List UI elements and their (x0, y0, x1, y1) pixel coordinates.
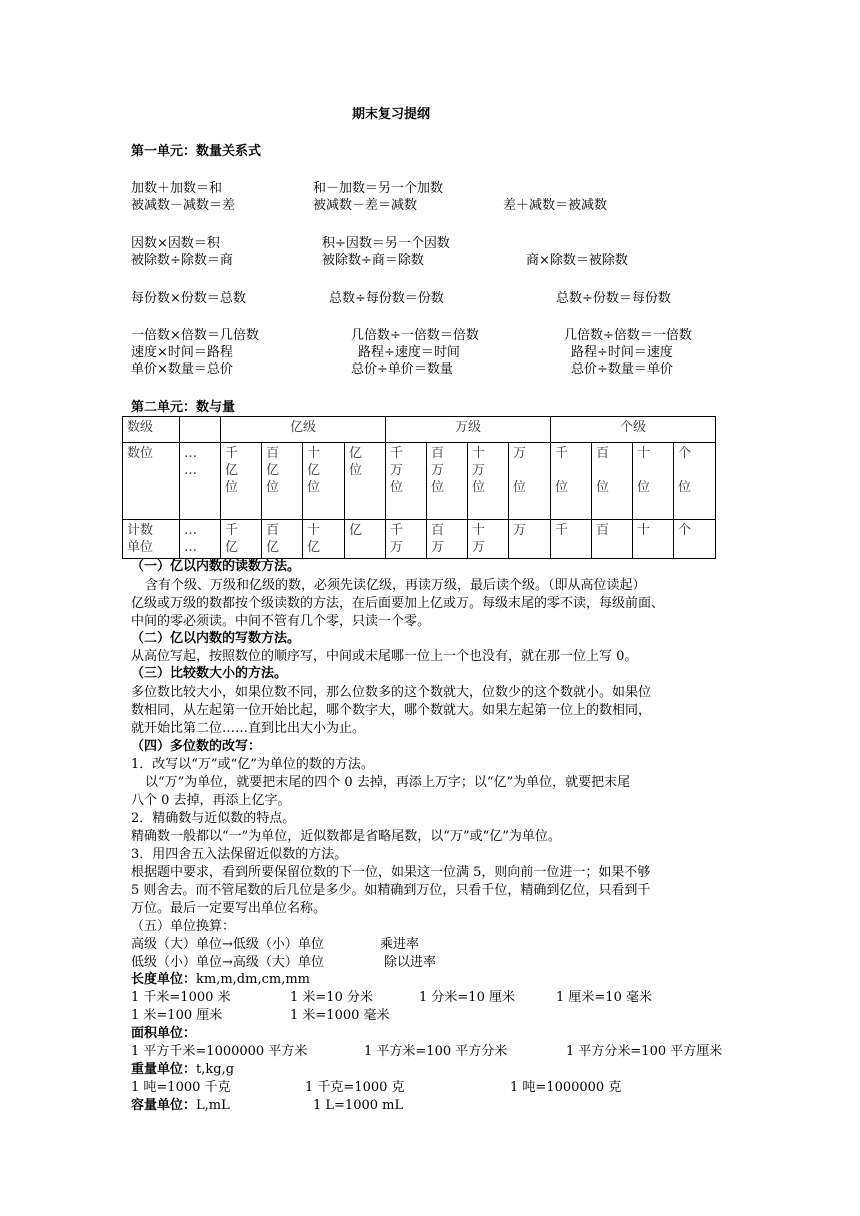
paragraph-line: 八个 0 去掉，再添上亿字。 (131, 793, 291, 808)
table-cell: 百 万 (427, 520, 468, 559)
formula: 路程÷时间＝速度 (571, 345, 673, 360)
table-cell: 十 万 位 (468, 443, 509, 520)
unit1-heading: 第一单元：数量关系式 (131, 144, 262, 159)
formula: 被减数－减数＝差 (131, 198, 236, 213)
formula: 总数÷每份数＝份数 (329, 291, 444, 306)
table-cell: 百 位 (592, 443, 633, 520)
conversion-rule: 低级（小）单位→高级（大）单位 (131, 955, 324, 970)
formula: 商×除数＝被除数 (526, 253, 628, 268)
formula: 加数＋加数＝和 (131, 181, 223, 196)
place-value-table (122, 416, 716, 559)
paragraph-line: 从高位写起，按照数位的顺序写，中间或末尾哪一位上一个也没有，就在那一位上写 0。 (131, 649, 638, 664)
unit-equation: 1 平方分米=100 平方厘米 (566, 1044, 723, 1059)
area-heading: 面积单位： (131, 1026, 197, 1041)
unit-equation: 1 米=10 分米 (290, 990, 373, 1005)
formula: 被除数÷除数＝商 (131, 253, 233, 268)
table-cell: 十 亿 位 (303, 443, 345, 520)
paragraph-line: 根据题中要求，看到所要保留位数的下一位，如果这一位满 5，则向前一位进一；如果不够 (131, 865, 651, 880)
length-units-line (131, 971, 310, 988)
table-cell: 千 (551, 520, 592, 559)
unit-equation: 1 吨=1000000 克 (510, 1080, 622, 1095)
table-cell: 亿级 (221, 417, 386, 443)
unit-equation: 1 分米=10 厘米 (419, 990, 515, 1005)
page-title: 期末复习提纲 (352, 107, 431, 122)
paragraph-line: 万位。最后一定要写出单位名称。 (131, 901, 327, 916)
formula: 每份数×份数＝总数 (131, 291, 246, 306)
unit-equation: 1 吨=1000 千克 (131, 1080, 231, 1095)
table-cell: 计数 单位 (123, 520, 180, 559)
formula: 路程÷速度＝时间 (358, 345, 460, 360)
formula: 积÷因数＝另一个因数 (322, 236, 450, 251)
paragraph-line: 中间的零必须读。中间不管有几个零，只读一个零。 (131, 614, 431, 629)
table-cell: 千 万 (386, 520, 427, 559)
paragraph-line: 亿级或万级的数都按个级读数的方法，在后面要加上亿或万。每级末尾的零不读，每级前面、 (131, 596, 665, 611)
paragraph-line: 2．精确数与近似数的特点。 (131, 811, 296, 826)
table-row (123, 443, 716, 520)
table-cell: 百 万 位 (427, 443, 468, 520)
formula: 被减数－差＝减数 (313, 198, 418, 213)
formula: 一倍数×倍数＝几倍数 (131, 328, 259, 343)
unit-equation: 1 平方千米=1000000 平方米 (131, 1044, 308, 1059)
length-heading: 长度单位： (131, 972, 197, 987)
table-cell: 亿 (345, 520, 386, 559)
formula: 总数÷份数＝每份数 (556, 291, 671, 306)
table-cell: … … (180, 443, 221, 520)
table-cell: 万级 (386, 417, 551, 443)
section-heading: （四）多位数的改写： (131, 739, 262, 754)
formula: 总价÷数量＝单价 (571, 362, 673, 377)
table-cell: 十 位 (633, 443, 674, 520)
table-row (123, 417, 716, 443)
conversion-rule: 高级（大）单位→低级（小）单位 (131, 937, 324, 952)
table-cell: 百 亿 位 (262, 443, 303, 520)
section-heading: （一）亿以内数的读数方法。 (131, 559, 301, 574)
table-cell: 十 万 (468, 520, 509, 559)
unit-equation: 1 厘米=10 毫米 (556, 990, 652, 1005)
unit-equation: 1 千米=1000 米 (131, 990, 231, 1005)
paragraph-line: 5 则舍去。而不管尾数的后几位是多少。如精确到万位，只看千位，精确到亿位，只看到千 (131, 883, 651, 898)
paragraph-line: 精确数一般都以“一”为单位，近似数都是省略尾数，以“万”或“亿”为单位。 (131, 829, 561, 844)
paragraph-line: 3．用四舍五入法保留近似数的方法。 (131, 847, 348, 862)
table-cell (180, 417, 221, 443)
unit-equation: 1 平方米=100 平方分米 (364, 1044, 508, 1059)
table-cell: 千 亿 位 (221, 443, 262, 520)
volume-units-line (131, 1097, 230, 1114)
formula: 因数×因数＝积 (131, 236, 220, 251)
paragraph-line: 就开始比第二位……直到比出大小为止。 (131, 721, 366, 736)
formula: 速度×时间＝路程 (131, 345, 233, 360)
table-cell: 百 亿 (262, 520, 303, 559)
weight-units-line (131, 1061, 234, 1078)
paragraph-line: 多位数比较大小，如果位数不同，那么位数多的这个数就大，位数少的这个数就小。如果位 (131, 685, 652, 700)
weight-heading: 重量单位： (131, 1062, 197, 1077)
section-heading: （二）亿以内数的写数方法。 (131, 631, 301, 646)
unit-equation: 1 米=1000 毫米 (290, 1008, 390, 1023)
table-cell: 千 亿 (221, 520, 262, 559)
table-cell: 亿 位 (345, 443, 386, 520)
table-cell: 千 位 (551, 443, 592, 520)
table-cell: 百 (592, 520, 633, 559)
formula: 差＋减数＝被减数 (503, 198, 608, 213)
formula: 被除数÷商＝除数 (322, 253, 424, 268)
volume-heading: 容量单位： (131, 1098, 197, 1113)
formula: 几倍数÷一倍数＝倍数 (351, 328, 479, 343)
weight-units: t,kg,g (196, 1062, 235, 1077)
table-cell: 个 位 (674, 443, 716, 520)
section-heading: （三）比较数大小的方法。 (131, 666, 288, 681)
table-cell: 数位 (123, 443, 180, 520)
table-cell: 万 (509, 520, 551, 559)
table-cell: 十 (633, 520, 674, 559)
table-cell: 个 (674, 520, 716, 559)
conversion-rule-note: 乘进率 (380, 937, 420, 952)
conversion-rule-note: 除以进率 (384, 955, 437, 970)
unit-equation: 1 千克=1000 克 (305, 1080, 405, 1095)
formula: 几倍数÷倍数＝一倍数 (564, 328, 692, 343)
table-cell: … … (180, 520, 221, 559)
table-cell: 万 位 (509, 443, 551, 520)
length-units: km,m,dm,cm,mm (196, 972, 310, 987)
section-heading: （五）单位换算： (131, 919, 236, 934)
volume-units: L,mL (196, 1098, 230, 1113)
paragraph-line: 数相同，从左起第一位开始比起，哪个数字大，哪个数就大。如果左起第一位上的数相同， (131, 703, 652, 718)
table-cell: 数级 (123, 417, 180, 443)
table-cell: 十 亿 (303, 520, 345, 559)
formula: 单价×数量＝总价 (131, 362, 233, 377)
formula: 和－加数＝另一个加数 (313, 181, 444, 196)
table-cell: 千 万 位 (386, 443, 427, 520)
table-cell: 个级 (551, 417, 716, 443)
unit-equation: 1 米=100 厘米 (131, 1008, 223, 1023)
unit2-heading: 第二单元：数与量 (131, 400, 236, 415)
unit-equation: 1 L=1000 mL (313, 1098, 404, 1113)
formula: 总价÷单价＝数量 (351, 362, 453, 377)
table-row (123, 520, 716, 559)
paragraph-line: 含有个级、万级和亿级的数，必须先读亿级，再读万级，最后读个级。（即从高位读起） (145, 578, 646, 593)
paragraph-line: 以“万”为单位，就要把末尾的四个 0 去掉，再添上万字；以“亿”为单位，就要把末尾 (145, 775, 631, 790)
paragraph-line: 1．改写以“万”或“亿”为单位的数的方法。 (131, 757, 374, 772)
